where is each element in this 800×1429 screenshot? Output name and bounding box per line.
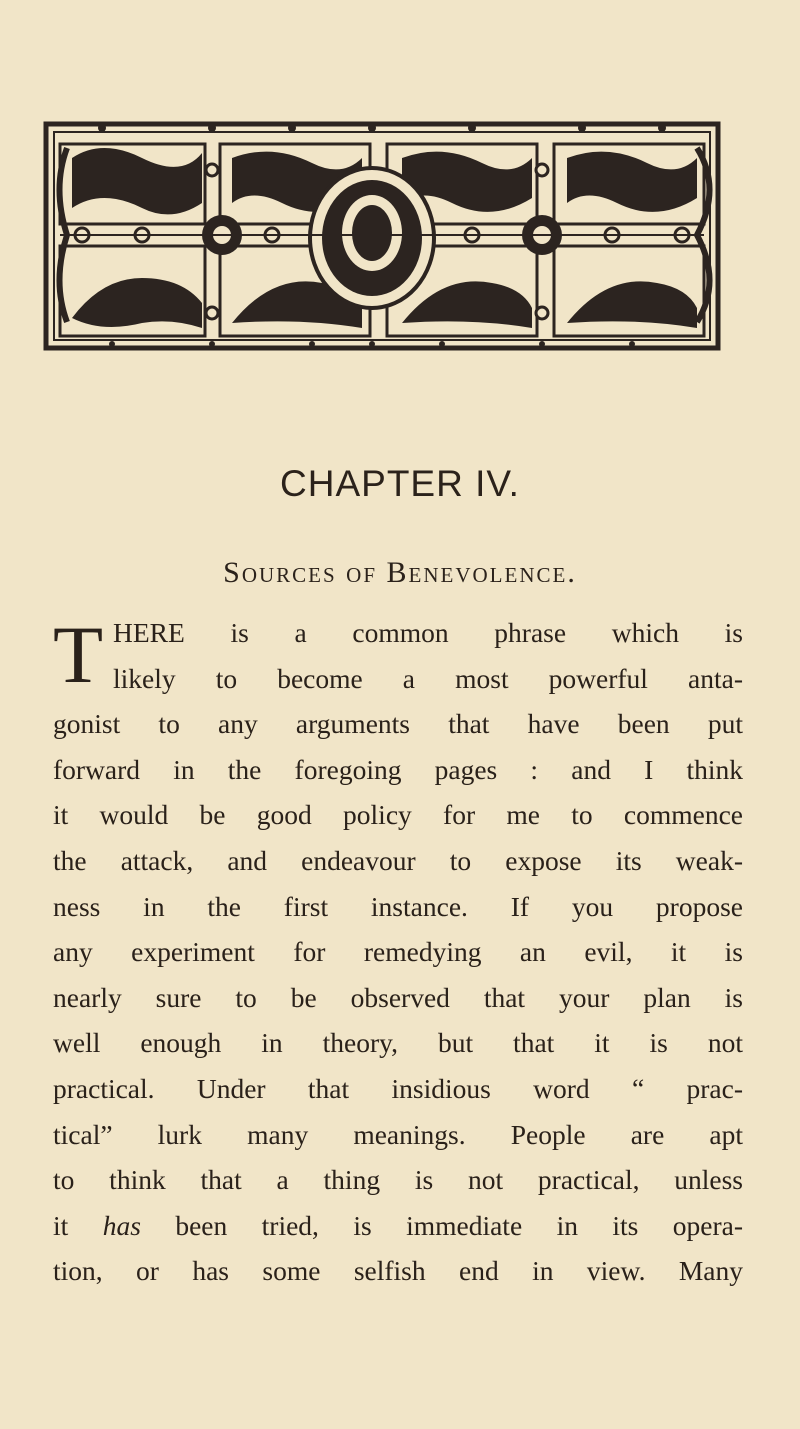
text-line-with-italic	[53, 1203, 743, 1249]
text-fragment: been tried, is immediate in its opera-	[140, 1209, 743, 1241]
text-line: gonist to any arguments that have been put	[53, 708, 743, 740]
text-line: tion, or has some selfish end in view. Many	[53, 1255, 743, 1287]
drop-cap: T	[53, 609, 104, 700]
text-line: ness in the first instance. If you propose	[53, 890, 743, 922]
chapter-title: CHAPTER IV.	[280, 463, 520, 504]
text-line: well enough in theory, but that it is not	[53, 1027, 743, 1059]
text-line: HERE is a common phrase which is	[113, 617, 743, 648]
text-line: any experiment for remedying an evil, it is	[53, 936, 743, 968]
text-line: likely to become a most powerful anta-	[113, 662, 743, 694]
text-line: nearly sure to be observed that your plan is	[53, 981, 743, 1013]
chapter-subtitle: Sources of Benevolence.	[223, 556, 577, 589]
text-line: the attack, and endeavour to expose its weak-	[53, 844, 743, 876]
text-line: it would be good policy for me to commence	[53, 799, 743, 831]
text-line: tical” lurk many meanings. People are apt	[53, 1118, 743, 1150]
ornamental-headpiece-icon	[42, 118, 722, 354]
text-fragment: it	[53, 1209, 103, 1241]
body-paragraph	[53, 610, 743, 1294]
text-line: practical. Under that insidious word “ prac-	[53, 1072, 743, 1104]
italic-word: has	[102, 1209, 141, 1241]
text-line: to think that a thing is not practical, unless	[53, 1164, 743, 1196]
text-line: forward in the foregoing pages : and I think	[53, 753, 743, 785]
